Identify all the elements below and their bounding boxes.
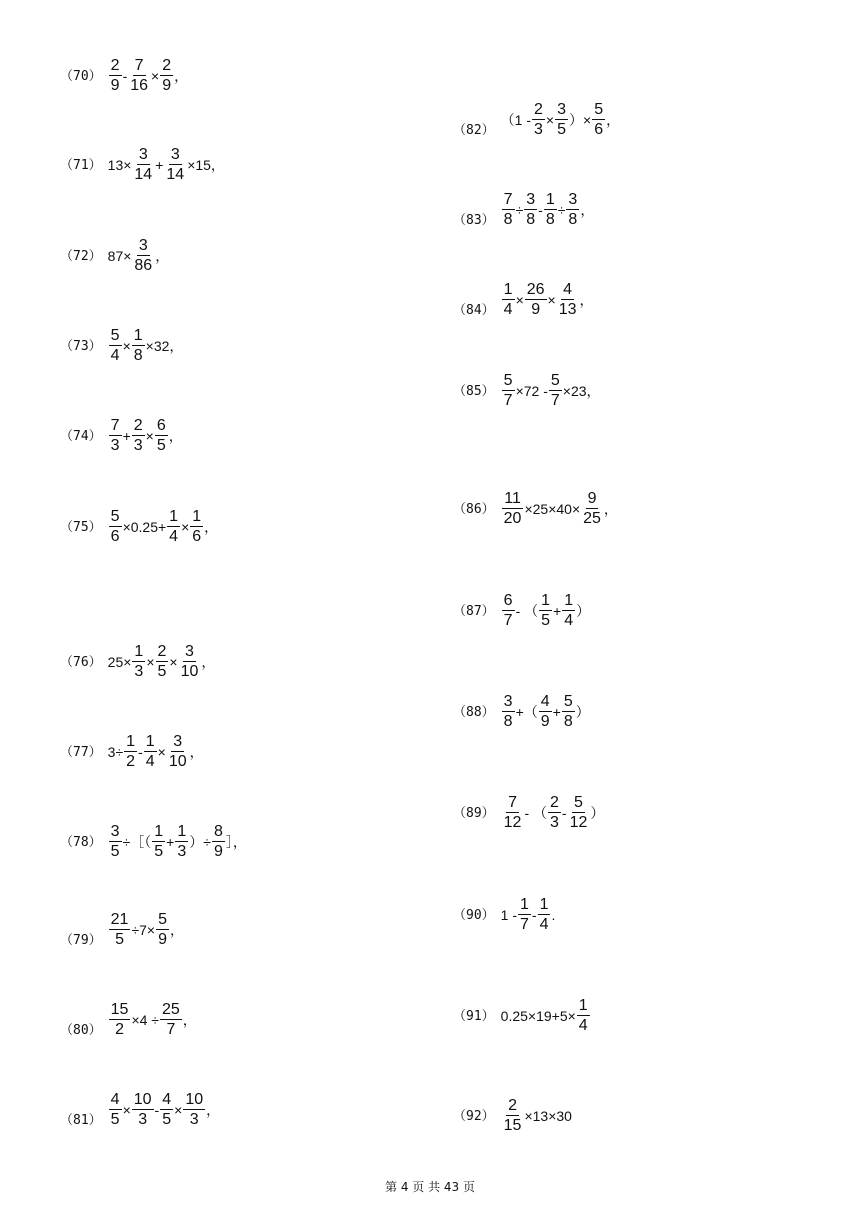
denominator: 5: [157, 663, 167, 680]
expression-text: ×: [547, 292, 556, 308]
fraction: [525, 282, 547, 318]
expression-text: -: [531, 907, 537, 923]
fraction: [581, 491, 603, 527]
numerator: 3: [110, 823, 120, 840]
numerator: 10: [133, 1091, 152, 1108]
fraction: [132, 644, 145, 680]
numerator: 3: [170, 146, 180, 163]
expression-text: 3÷: [107, 744, 124, 760]
denominator: 3: [133, 437, 143, 454]
denominator: 14: [134, 166, 153, 183]
denominator: 86: [134, 257, 153, 274]
math-problem: [60, 824, 247, 860]
expression-text: -: [154, 1102, 160, 1118]
expression-text: ×13×30: [524, 1108, 572, 1124]
expression-text: ×23，: [562, 383, 601, 399]
fraction: [109, 824, 122, 860]
denominator: 5: [110, 1111, 120, 1128]
problem-number: （74）: [60, 428, 102, 444]
denominator: 4: [169, 528, 179, 545]
numerator: 2: [534, 101, 543, 118]
denominator: 3: [138, 1111, 148, 1128]
numerator: 2: [550, 794, 559, 811]
numerator: 1: [541, 592, 551, 609]
numerator: 10: [185, 1091, 204, 1108]
expression-text: ）: [575, 704, 590, 720]
fraction: [502, 1098, 524, 1134]
fraction: [549, 373, 562, 409]
denominator: 5: [154, 843, 164, 860]
expression-text: ×0.25+: [122, 519, 167, 535]
denominator: 25: [583, 510, 601, 527]
expression-text: 13×: [107, 157, 132, 173]
problem-number: （79）: [60, 933, 102, 948]
fraction: [190, 509, 203, 545]
fraction: [132, 1092, 154, 1128]
numerator: 1: [134, 643, 144, 660]
expression-text: ，: [170, 922, 185, 938]
math-problem: [60, 644, 215, 680]
denominator: 6: [110, 528, 120, 545]
denominator: 9: [531, 301, 541, 318]
expression-text: ×: [169, 654, 178, 670]
expression-text: （1 -: [500, 112, 531, 128]
expression-text: ×25×40×: [524, 501, 581, 517]
fraction: [502, 491, 524, 527]
math-problem: [60, 238, 169, 274]
denominator: 15: [503, 1117, 522, 1134]
fraction: [128, 58, 150, 94]
numerator: 3: [138, 237, 148, 254]
fraction: [557, 282, 579, 318]
denominator: 5: [541, 612, 551, 629]
fraction: [532, 102, 545, 138]
expression-text: ×: [145, 428, 154, 444]
fraction: [156, 912, 169, 948]
expression-text: ）: [590, 805, 605, 821]
expression-text: ，: [580, 202, 595, 218]
expression-text: ，: [603, 501, 618, 517]
numerator: 5: [503, 372, 513, 389]
fraction: [175, 824, 188, 860]
fraction: [156, 644, 169, 680]
problem-number: （75）: [60, 519, 102, 535]
denominator: 9: [213, 843, 223, 860]
expression-text: ，: [206, 1102, 221, 1118]
expression-text: ÷: [557, 202, 566, 218]
fraction: [592, 102, 605, 138]
fraction: [109, 912, 131, 948]
numerator: 3: [568, 191, 578, 208]
fraction: [164, 147, 186, 183]
fraction: [109, 509, 122, 545]
numerator: 7: [508, 794, 517, 811]
numerator: 5: [574, 794, 583, 811]
math-problem: [60, 1002, 197, 1038]
fraction: [167, 509, 180, 545]
numerator: 1: [169, 508, 179, 525]
denominator: 7: [520, 916, 529, 933]
denominator: 12: [503, 814, 522, 831]
expression-text: 1 -: [500, 907, 517, 923]
math-problem: [453, 102, 620, 138]
expression-text: ×32，: [145, 338, 184, 354]
denominator: 7: [503, 612, 513, 629]
fraction: [167, 734, 189, 770]
fraction: [132, 238, 154, 274]
expression-text: -: [138, 744, 143, 760]
fraction: [562, 593, 575, 629]
math-problem: [453, 491, 618, 527]
problem-number: （83）: [453, 213, 495, 228]
numerator: 1: [545, 191, 555, 208]
problem-number: （86）: [453, 501, 495, 517]
fraction: [109, 1002, 131, 1038]
math-problem: [60, 1092, 220, 1128]
problem-number: （72）: [60, 248, 102, 264]
expression-text: ，: [182, 1012, 197, 1028]
denominator: 4: [578, 1017, 588, 1034]
expression-text: 25×: [107, 654, 132, 670]
fraction: [555, 102, 568, 138]
math-problem: [60, 418, 183, 454]
numerator: 6: [503, 592, 513, 609]
math-problem: [60, 509, 218, 545]
numerator: 5: [158, 911, 168, 928]
denominator: 2: [115, 1021, 124, 1038]
numerator: 3: [503, 693, 513, 710]
problem-number: （71）: [60, 157, 102, 173]
numerator: 7: [110, 417, 120, 434]
numerator: 1: [520, 896, 529, 913]
denominator: 7: [550, 392, 560, 409]
problem-number: （92）: [453, 1108, 495, 1124]
math-problem: [60, 147, 225, 183]
expression-text: ×15，: [187, 157, 225, 173]
problem-number: （85）: [453, 383, 495, 399]
denominator: 12: [569, 814, 588, 831]
expression-text: ×: [157, 744, 166, 760]
numerator: 26: [526, 281, 545, 298]
numerator: 25: [162, 1001, 180, 1018]
problem-number: （90）: [453, 907, 495, 923]
numerator: 5: [550, 372, 560, 389]
math-problem: [453, 373, 601, 409]
denominator: 8: [503, 211, 513, 228]
fraction: [502, 192, 515, 228]
numerator: 2: [508, 1097, 517, 1114]
numerator: 3: [526, 191, 536, 208]
denominator: 9: [540, 713, 550, 730]
denominator: 4: [539, 916, 549, 933]
denominator: 20: [503, 510, 522, 527]
denominator: 4: [503, 301, 513, 318]
denominator: 14: [166, 166, 185, 183]
expression-text: ×: [151, 68, 160, 84]
denominator: 3: [534, 121, 543, 138]
denominator: 9: [162, 77, 172, 94]
math-problem: [60, 734, 204, 770]
expression-text: ×: [122, 338, 131, 354]
denominator: 5: [156, 437, 166, 454]
problem-number: （91）: [453, 1008, 495, 1024]
denominator: 5: [115, 931, 124, 948]
fraction: [502, 593, 515, 629]
problem-number: （89）: [453, 805, 495, 821]
numerator: 4: [162, 1091, 172, 1108]
fraction: [566, 192, 579, 228]
denominator: 2: [126, 753, 136, 770]
expression-text: ÷: [515, 202, 524, 218]
math-problem: [453, 192, 594, 228]
expression-text: ×: [181, 519, 190, 535]
numerator: 1: [133, 327, 143, 344]
numerator: 21: [110, 911, 129, 928]
problem-number: （87）: [453, 603, 495, 619]
expression-text: +: [122, 428, 131, 444]
fraction: [538, 897, 551, 933]
expression-text: ，: [201, 654, 216, 670]
numerator: 8: [213, 823, 223, 840]
denominator: 5: [110, 843, 120, 860]
expression-text: -: [122, 68, 128, 84]
expression-text: +: [166, 834, 175, 850]
denominator: 16: [130, 77, 149, 94]
math-problem: [60, 328, 183, 364]
fraction: [518, 897, 531, 933]
numerator: 1: [192, 508, 202, 525]
problem-number: （81）: [60, 1113, 102, 1128]
fraction: [109, 328, 122, 364]
denominator: 8: [133, 347, 143, 364]
expression-text: ×: [146, 654, 155, 670]
expression-text: ］，: [225, 834, 247, 850]
expression-text: ÷7×: [131, 922, 156, 938]
expression-text: ）×: [569, 112, 592, 128]
expression-text: +（: [515, 704, 538, 720]
expression-text: ，: [155, 248, 170, 264]
numerator: 1: [145, 733, 155, 750]
expression-text: ×: [515, 292, 524, 308]
expression-text: ，: [174, 68, 189, 84]
denominator: 6: [192, 528, 202, 545]
problem-number: （77）: [60, 744, 102, 760]
numerator: 1: [578, 997, 588, 1014]
expression-text: ，: [579, 292, 594, 308]
numerator: 2: [133, 417, 143, 434]
fraction: [132, 328, 145, 364]
expression-text: .: [551, 907, 556, 923]
expression-text: -: [538, 202, 543, 218]
numerator: 15: [110, 1001, 129, 1018]
numerator: 11: [504, 490, 521, 507]
fraction: [109, 1092, 122, 1128]
fraction: [562, 694, 575, 730]
denominator: 9: [110, 77, 120, 94]
numerator: 4: [110, 1091, 120, 1108]
fraction: [568, 795, 590, 831]
numerator: 1: [564, 592, 574, 609]
numerator: 3: [185, 643, 194, 660]
math-problem: [453, 1098, 572, 1134]
fraction: [544, 192, 557, 228]
expression-text: -: [561, 805, 567, 821]
denominator: 4: [564, 612, 574, 629]
fraction: [152, 824, 165, 860]
numerator: 5: [110, 327, 120, 344]
expression-text: ，: [168, 428, 183, 444]
denominator: 3: [110, 437, 120, 454]
problem-number: （80）: [60, 1023, 102, 1038]
fraction: [524, 192, 537, 228]
numerator: 2: [157, 643, 167, 660]
fraction: [132, 418, 145, 454]
numerator: 4: [540, 693, 550, 710]
denominator: 10: [168, 753, 187, 770]
denominator: 3: [177, 843, 187, 860]
denominator: 7: [166, 1021, 176, 1038]
denominator: 8: [568, 211, 578, 228]
problem-number: （73）: [60, 338, 102, 354]
problem-number: （78）: [60, 834, 102, 850]
expression-text: ÷［（: [122, 834, 152, 850]
numerator: 1: [539, 896, 549, 913]
denominator: 6: [594, 121, 604, 138]
numerator: 5: [110, 508, 120, 525]
numerator: 3: [173, 733, 183, 750]
numerator: 5: [594, 101, 604, 118]
fraction: [179, 644, 201, 680]
denominator: 8: [545, 211, 555, 228]
denominator: 4: [110, 347, 120, 364]
expression-text: ×: [122, 1102, 131, 1118]
expression-text: +: [155, 157, 164, 173]
math-problem: [453, 282, 594, 318]
fraction: [109, 58, 122, 94]
denominator: 9: [158, 931, 168, 948]
denominator: 7: [503, 392, 513, 409]
expression-text: ）÷: [189, 834, 211, 850]
denominator: 8: [563, 713, 573, 730]
fraction: [502, 795, 524, 831]
page-footer: 第 4 页 共 43 页: [385, 1180, 475, 1194]
expression-text: +: [552, 704, 561, 720]
denominator: 3: [550, 814, 559, 831]
denominator: 4: [145, 753, 155, 770]
problem-number: （70）: [60, 68, 102, 84]
expression-text: - （: [524, 805, 548, 821]
fraction: [502, 373, 515, 409]
numerator: 7: [503, 191, 513, 208]
denominator: 13: [558, 301, 577, 318]
numerator: 4: [563, 281, 573, 298]
denominator: 8: [503, 713, 513, 730]
fraction: [539, 593, 552, 629]
math-problem: [60, 912, 184, 948]
expression-text: ×: [174, 1102, 183, 1118]
math-problem: [453, 795, 604, 831]
fraction: [502, 694, 515, 730]
fraction: [155, 418, 168, 454]
expression-text: ，: [606, 112, 621, 128]
math-problem: [453, 998, 591, 1034]
expression-text: 0.25×19+5×: [500, 1008, 576, 1024]
numerator: 2: [162, 57, 172, 74]
numerator: 6: [156, 417, 166, 434]
expression-text: ，: [189, 744, 204, 760]
problem-number: （76）: [60, 654, 102, 670]
denominator: 10: [180, 663, 199, 680]
expression-text: ×72 -: [515, 383, 548, 399]
denominator: 3: [189, 1111, 199, 1128]
expression-text: +: [553, 603, 562, 619]
fraction: [539, 694, 552, 730]
fraction: [160, 1092, 173, 1128]
denominator: 3: [134, 663, 144, 680]
numerator: 1: [177, 823, 187, 840]
numerator: 1: [126, 733, 136, 750]
expression-text: ×4 ÷: [131, 1012, 159, 1028]
fraction: [212, 824, 225, 860]
fraction: [160, 58, 173, 94]
expression-text: ×: [545, 112, 555, 128]
math-problem: [453, 593, 590, 629]
problem-number: （84）: [453, 303, 495, 318]
numerator: 5: [563, 693, 573, 710]
numerator: 2: [110, 57, 120, 74]
numerator: 3: [557, 101, 566, 118]
numerator: 1: [503, 281, 513, 298]
expression-text: 87×: [107, 248, 132, 264]
problem-number: （88）: [453, 704, 495, 720]
fraction: [577, 998, 590, 1034]
problem-number: （82）: [453, 123, 495, 138]
math-problem: [60, 58, 188, 94]
expression-text: - （: [515, 603, 539, 619]
fraction: [183, 1092, 205, 1128]
fraction: [144, 734, 157, 770]
fraction: [502, 282, 515, 318]
expression-text: ）: [576, 603, 591, 619]
numerator: 9: [587, 490, 597, 507]
expression-text: ，: [204, 519, 219, 535]
fraction: [548, 795, 561, 831]
fraction: [124, 734, 137, 770]
denominator: 5: [162, 1111, 172, 1128]
fraction: [160, 1002, 182, 1038]
numerator: 3: [138, 146, 148, 163]
fraction: [132, 147, 154, 183]
math-problem: [453, 694, 590, 730]
numerator: 1: [154, 823, 164, 840]
math-problem: [453, 897, 555, 933]
denominator: 8: [526, 211, 536, 228]
denominator: 5: [557, 121, 566, 138]
fraction: [109, 418, 122, 454]
numerator: 7: [134, 57, 144, 74]
